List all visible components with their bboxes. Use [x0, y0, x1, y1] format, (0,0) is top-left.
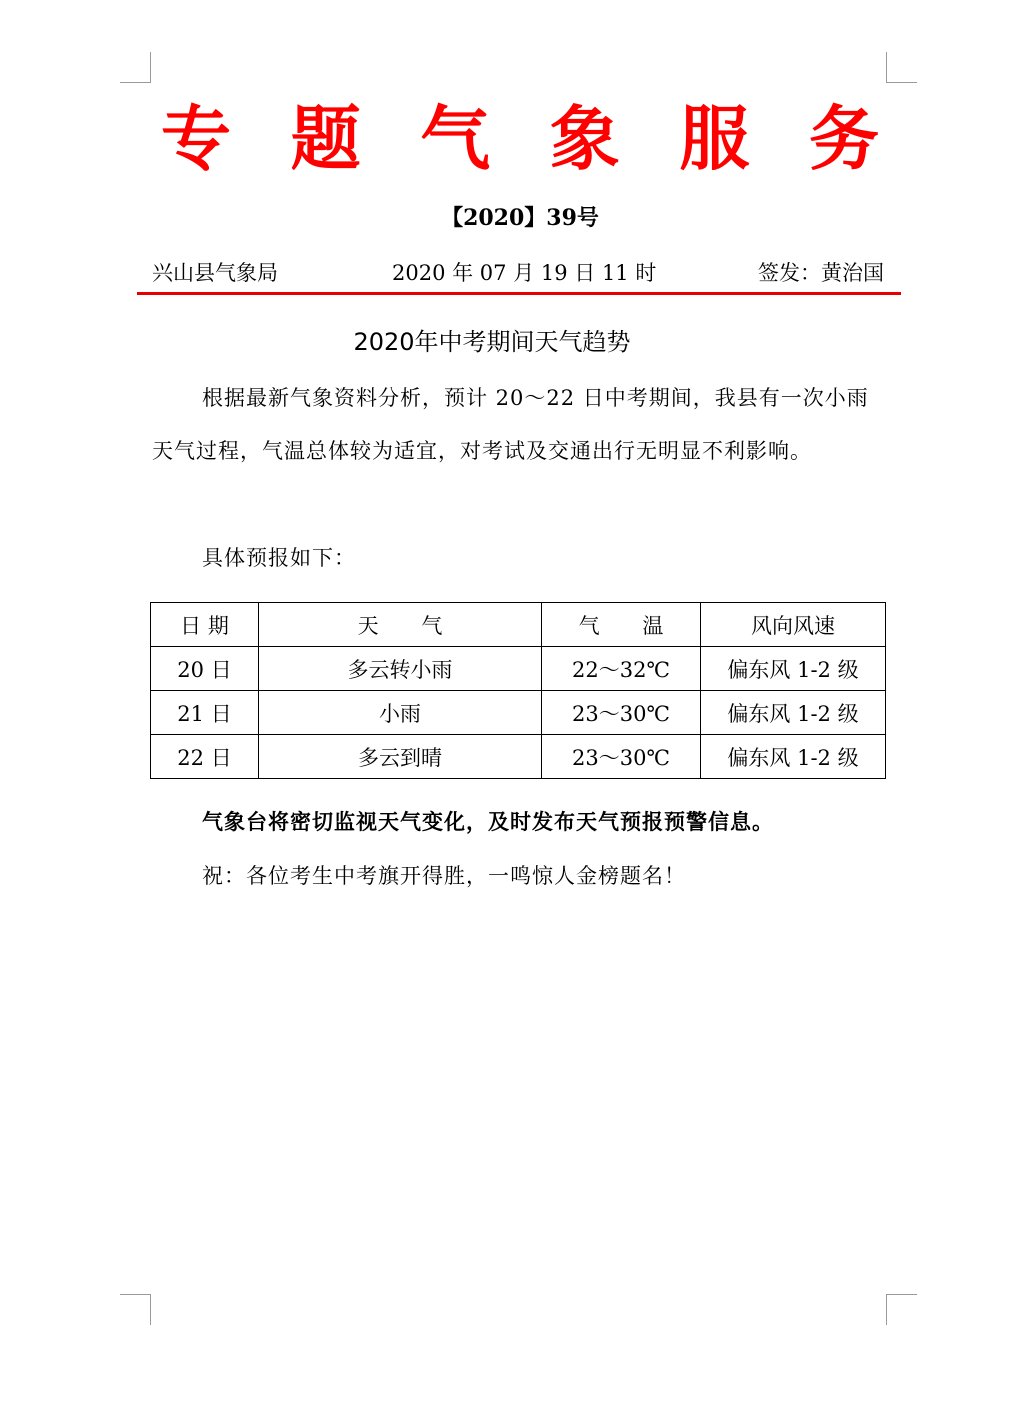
issue-datetime: 2020 年 07 月 19 日 11 时 [392, 261, 657, 285]
header-weather [259, 603, 542, 647]
cell-wind: 偏东风 1-2 级 [701, 691, 886, 735]
closing-wish: 祝：各位考生中考旗开得胜，一鸣惊人金榜题名！ [202, 864, 686, 888]
crop-mark-bottom-right [886, 1294, 917, 1325]
masthead-char: 专 [161, 97, 231, 180]
crop-mark-top-left [120, 52, 151, 83]
cell-weather: 多云转小雨 [259, 647, 542, 691]
masthead-char: 服 [679, 97, 750, 180]
header-wind: 风向风速 [701, 603, 886, 647]
masthead-char: 气 [420, 97, 491, 180]
issuer-row [152, 256, 884, 290]
cell-wind: 偏东风 1-2 级 [701, 647, 886, 691]
cell-temperature: 23～30℃ [542, 735, 701, 779]
table-row [151, 647, 886, 691]
crop-mark-bottom-left [120, 1294, 151, 1325]
forecast-table [150, 602, 886, 779]
header-date: 日 期 [151, 603, 259, 647]
cell-date: 22 日 [151, 735, 259, 779]
header-temperature-label: 气 温 [578, 613, 682, 638]
crop-mark-top-right [886, 52, 917, 83]
table-row [151, 735, 886, 779]
cell-weather: 小雨 [259, 691, 542, 735]
intro-paragraph: 根据最新气象资料分析，预计 20～22 日中考期间，我县有一次小雨天气过程，气温总体较为适宜，对考试及交通出行无明显不利影响。 [152, 386, 869, 463]
header-weather-label: 天 气 [357, 613, 461, 638]
cell-temperature: 22～32℃ [542, 647, 701, 691]
closing-note: 气象台将密切监视天气变化，及时发布天气预报预警信息。 [202, 809, 774, 834]
issuing-organization: 兴山县气象局 [152, 261, 278, 285]
table-row [151, 691, 886, 735]
cell-date: 20 日 [151, 647, 259, 691]
header-temperature [542, 603, 701, 647]
cell-date: 21 日 [151, 691, 259, 735]
lead-paragraph: 具体预报如下： [202, 546, 356, 570]
red-divider [137, 292, 901, 295]
cell-temperature: 23～30℃ [542, 691, 701, 735]
signer: 签发：黄治国 [758, 261, 884, 285]
cell-wind: 偏东风 1-2 级 [701, 735, 886, 779]
masthead-char: 题 [290, 97, 361, 180]
masthead-title [150, 96, 890, 182]
issue-number: 【2020】39号 [441, 205, 599, 231]
masthead-char: 务 [808, 97, 879, 180]
table-header-row [151, 603, 886, 647]
masthead-char: 象 [549, 97, 620, 180]
document-title: 2020年中考期间天气趋势 [353, 328, 631, 356]
cell-weather: 多云到晴 [259, 735, 542, 779]
